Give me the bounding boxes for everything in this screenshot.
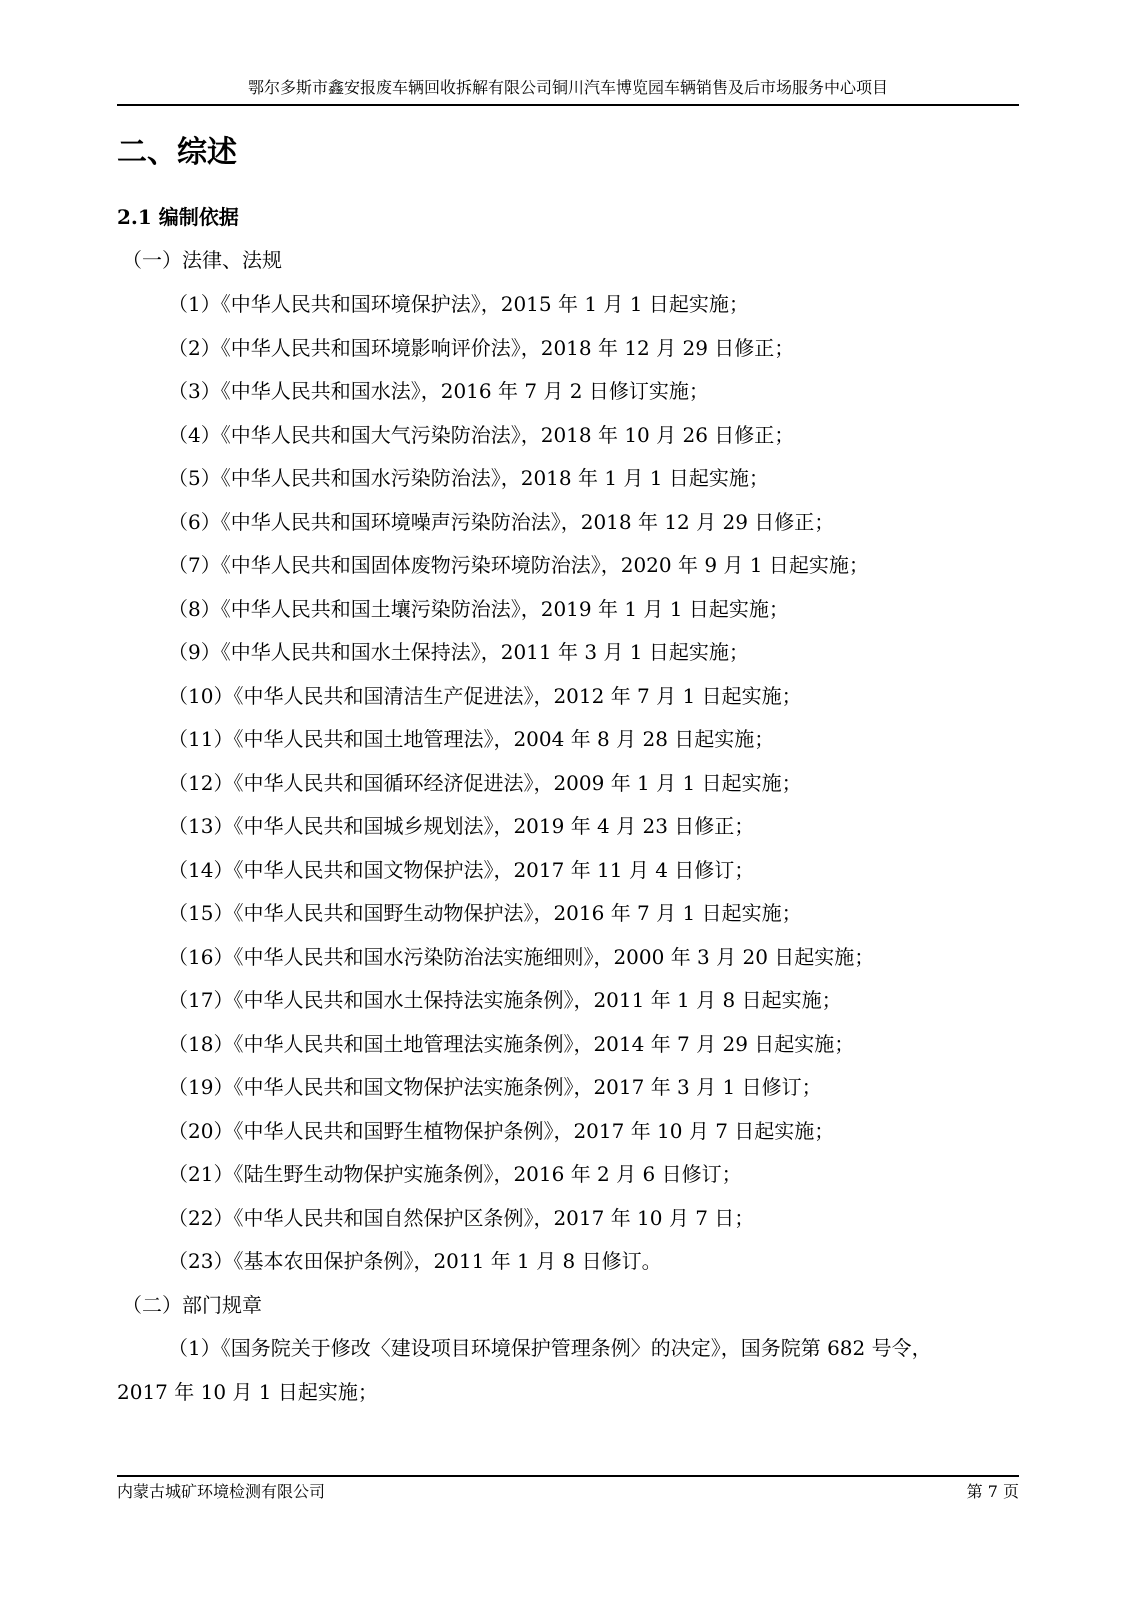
regulation-item-1: （1）《国务院关于修改〈建设项目环境保护管理条例〉的决定》，国务院第 682 号令， <box>168 1336 932 1360</box>
law-item-4: （4）《中华人民共和国大气污染防治法》，2018 年 10 月 26 日修正； <box>168 423 795 447</box>
law-item-3: （3）《中华人民共和国水法》，2016 年 7 月 2 日修订实施； <box>168 379 709 403</box>
law-item-6: （6）《中华人民共和国环境噪声污染防治法》，2018 年 12 月 29 日修正； <box>168 510 835 534</box>
law-item-17: （17）《中华人民共和国水土保持法实施条例》，2011 年 1 月 8 日起实施； <box>168 988 842 1012</box>
law-item-10: （10）《中华人民共和国清洁生产促进法》，2012 年 7 月 1 日起实施； <box>168 684 802 708</box>
footer-company: 内蒙古城矿环境检测有限公司 <box>117 1482 326 1501</box>
law-item-16: （16）《中华人民共和国水污染防治法实施细则》，2000 年 3 月 20 日起实施； <box>168 945 875 969</box>
regulation-item-1-continuation: 2017 年 10 月 1 日起实施； <box>117 1380 378 1404</box>
chapter-title: 二、综述 <box>117 135 237 170</box>
law-item-2: （2）《中华人民共和国环境影响评价法》，2018 年 12 月 29 日修正； <box>168 336 795 360</box>
law-item-15: （15）《中华人民共和国野生动物保护法》，2016 年 7 月 1 日起实施； <box>168 901 802 925</box>
law-item-18: （18）《中华人民共和国土地管理法实施条例》，2014 年 7 月 29 日起实施； <box>168 1032 855 1056</box>
regulations-heading: （二）部门规章 <box>122 1293 262 1317</box>
laws-heading: （一）法律、法规 <box>122 248 282 272</box>
page-number: 第 7 页 <box>966 1482 1019 1501</box>
law-item-11: （11）《中华人民共和国土地管理法》，2004 年 8 月 28 日起实施； <box>168 727 775 751</box>
law-item-7: （7）《中华人民共和国固体废物污染环境防治法》，2020 年 9 月 1 日起实施； <box>168 553 869 577</box>
law-item-20: （20）《中华人民共和国野生植物保护条例》，2017 年 10 月 7 日起实施； <box>168 1119 835 1143</box>
law-item-1: （1）《中华人民共和国环境保护法》，2015 年 1 月 1 日起实施； <box>168 292 749 316</box>
law-item-9: （9）《中华人民共和国水土保持法》，2011 年 3 月 1 日起实施； <box>168 640 749 664</box>
law-item-5: （5）《中华人民共和国水污染防治法》，2018 年 1 月 1 日起实施； <box>168 466 769 490</box>
law-item-12: （12）《中华人民共和国循环经济促进法》，2009 年 1 月 1 日起实施； <box>168 771 802 795</box>
running-header: 鄂尔多斯市鑫安报废车辆回收拆解有限公司铜川汽车博览园车辆销售及后市场服务中心项目 <box>247 78 888 97</box>
law-item-22: （22）《中华人民共和国自然保护区条例》，2017 年 10 月 7 日； <box>168 1206 755 1230</box>
law-item-14: （14）《中华人民共和国文物保护法》，2017 年 11 月 4 日修订； <box>168 858 755 882</box>
section-title: 2.1 编制依据 <box>117 205 239 229</box>
law-item-21: （21）《陆生野生动物保护实施条例》，2016 年 2 月 6 日修订； <box>168 1162 742 1186</box>
header-divider <box>117 104 1019 106</box>
law-item-19: （19）《中华人民共和国文物保护法实施条例》，2017 年 3 月 1 日修订； <box>168 1075 822 1099</box>
footer-divider <box>117 1475 1019 1477</box>
law-item-8: （8）《中华人民共和国土壤污染防治法》，2019 年 1 月 1 日起实施； <box>168 597 789 621</box>
law-item-23: （23）《基本农田保护条例》，2011 年 1 月 8 日修订。 <box>168 1249 662 1273</box>
law-item-13: （13）《中华人民共和国城乡规划法》，2019 年 4 月 23 日修正； <box>168 814 755 838</box>
